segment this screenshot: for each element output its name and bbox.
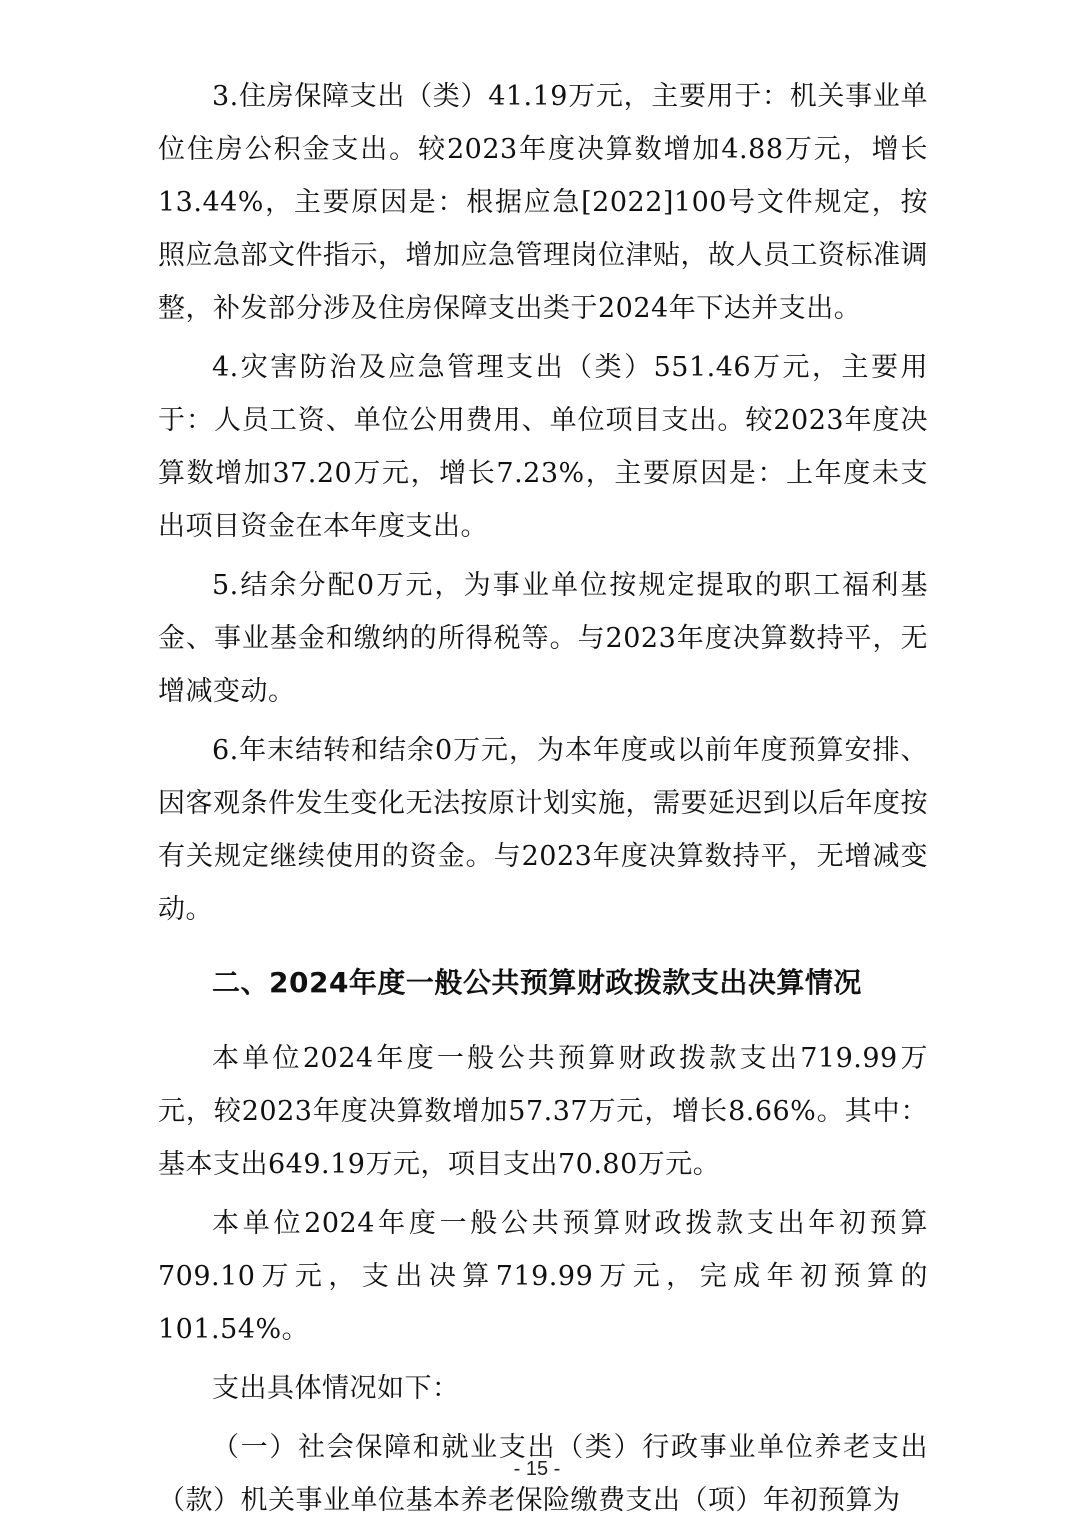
paragraph-housing-expenditure: 3.住房保障支出（类）41.19万元，主要用于：机关事业单位住房公积金支出。较2023年度决算数增加4.88万元，增长13.44%，主要原因是：根据应急[2022]100号文件规定，按照应急部文件指示，增加应急管理岗位津贴，故人员工资标准调整，补发部分涉及住房保障支出类于2024年下达并支出。: [158, 81, 928, 324]
paragraph-disaster-expenditure: 4.灾害防治及应急管理支出（类）551.46万元，主要用于：人员工资、单位公用费用、单位项目支出。较2023年度决算数增加37.20万元，增长7.23%，主要原因是：上年度未支出项目资金在本年度支出。: [158, 352, 928, 542]
paragraph-surplus-distribution: 5.结余分配0万元，为事业单位按规定提取的职工福利基金、事业基金和缴纳的所得税等。与2023年度决算数持平，无增减变动。: [158, 570, 928, 707]
paragraph-social-security: （一）社会保障和就业支出（类）行政事业单位养老支出（款）机关事业单位基本养老保险缴费支出（项）年初预算为: [158, 1432, 928, 1516]
paragraph-budget-completion: 本单位2024年度一般公共预算财政拨款支出年初预算709.10万元，支出决算719.99万元，完成年初预算的101.54%。: [158, 1208, 928, 1345]
page-number: - 15 -: [513, 1458, 561, 1480]
paragraph-total-expenditure: 本单位2024年度一般公共预算财政拨款支出719.99万元，较2023年度决算数增加57.37万元，增长8.66%。其中：基本支出649.19万元，项目支出70.80万元。: [158, 1043, 928, 1180]
paragraph-year-end-balance: 6.年末结转和结余0万元，为本年度或以前年度预算安排、因客观条件发生变化无法按原计划实施，需要延迟到以后年度按有关规定继续使用的资金。与2023年度决算数持平，无增减变动。: [158, 735, 928, 925]
paragraph-details-intro: 支出具体情况如下：: [212, 1373, 460, 1404]
page-content: [158, 70, 928, 1527]
section-heading: 二、2024年度一般公共预算财政拨款支出决算情况: [212, 966, 862, 999]
